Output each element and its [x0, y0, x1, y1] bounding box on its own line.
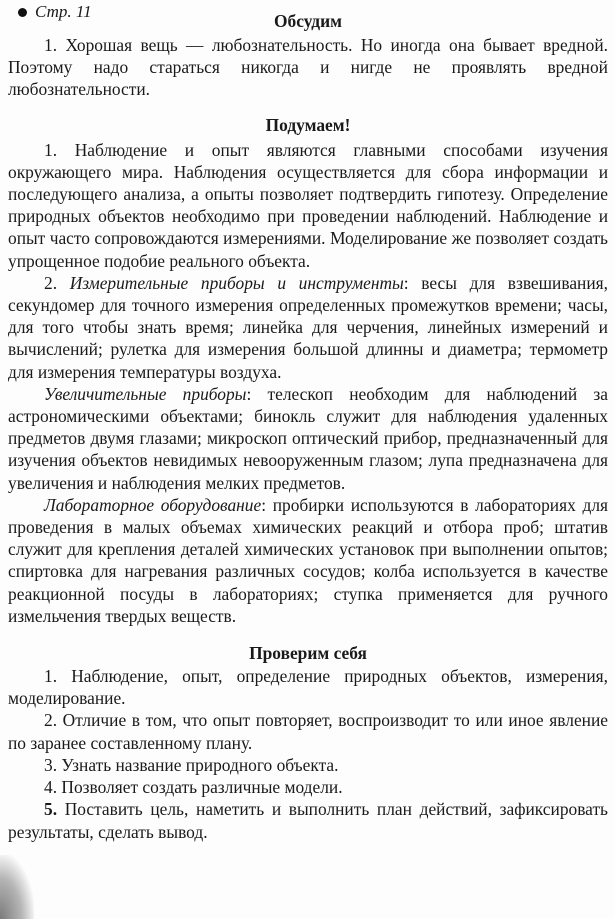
think-paragraph-2-text: : весы для взвешивания, секундомер для точного измерения определенных промежутков времени; часы, для того чтобы знать время; линейка для черчения, линейных измерений и вычислений; рулетка для измерения большой длинны и диаметра; термометр для измерения температуры воздуха. [8, 272, 608, 382]
think-paragraph-4-text: : пробирки используются в лабораториях для проведения в малых объемах химических реакций и отбора проб; штатив служит для крепления деталей химических установок при выполнении опытов; спиртовка для нагревания различных сосудов; колба используется в качестве реакционной посуды в лабораториях; ступка применяется для ручного измельчения твердых веществ. [8, 494, 608, 626]
check-item-4: 4. Позволяет создать различные модели. [44, 777, 343, 798]
check-item-5-text: Поставить цель, наметить и выполнить план действий, зафиксировать результаты, сделать вывод. [8, 799, 608, 842]
page-content [8, 10, 608, 843]
think-paragraph-2 [8, 272, 608, 383]
heading-check: Проверим себя [249, 643, 367, 664]
scan-corner-shadow [0, 855, 34, 919]
heading-think: Подумаем! [265, 114, 351, 135]
think-paragraph-1: 1. Наблюдение и опыт являются главными способами изучения окружающего мира. Наблюдения осуществляется для сбора информации и последующего анализа, а опыты позволяет подтвердить гипотезу. Определение природных объектов необходимо при проведении наблюдений. Наблюдение и опыт часто сопровождаются измерениями. Моделирование же позволяет создать упрощенное подобие реального объекта. [8, 139, 608, 271]
heading-discuss: Обсудим [274, 11, 342, 31]
check-item-5-number: 5. [44, 799, 58, 820]
term-magnifying-devices: Увеличительные приборы [44, 383, 247, 404]
term-measuring-instruments: Измерительные приборы и инструменты [69, 272, 404, 293]
discuss-paragraph: 1. Хорошая вещь — любознательность. Но иногда она бывает вредной. Поэтому надо стараться никогда и нигде не проявлять вредной любознательности. [8, 35, 608, 100]
check-item-5 [8, 798, 608, 842]
check-item-1: 1. Наблюдение, опыт, определение природных объектов, измерения, моделирование. [8, 666, 608, 709]
term-lab-equipment: Лабораторное оборудование [44, 494, 262, 515]
think-paragraph-3 [8, 383, 608, 494]
think-paragraph-4 [8, 494, 608, 627]
think-paragraph-2-number: 2. [44, 272, 70, 293]
page-label: Стр. 11 [35, 2, 92, 21]
check-item-3: 3. Узнать название природного объекта. [44, 754, 339, 775]
think-paragraph-3-text: : телескоп необходим для наблюдений за астрономическими объектами; бинокль служит для наблюдения удаленных предметов двумя глазами; микроскоп оптический прибор, предназначенный для изучения объектов невидимых невооруженным глазом; лупа предназначена для увеличения и наблюдения мелких предметов. [8, 383, 608, 493]
check-item-2: 2. Отличие в том, что опыт повторяет, воспроизводит то или иное явление по заранее составленному плану. [8, 710, 608, 753]
